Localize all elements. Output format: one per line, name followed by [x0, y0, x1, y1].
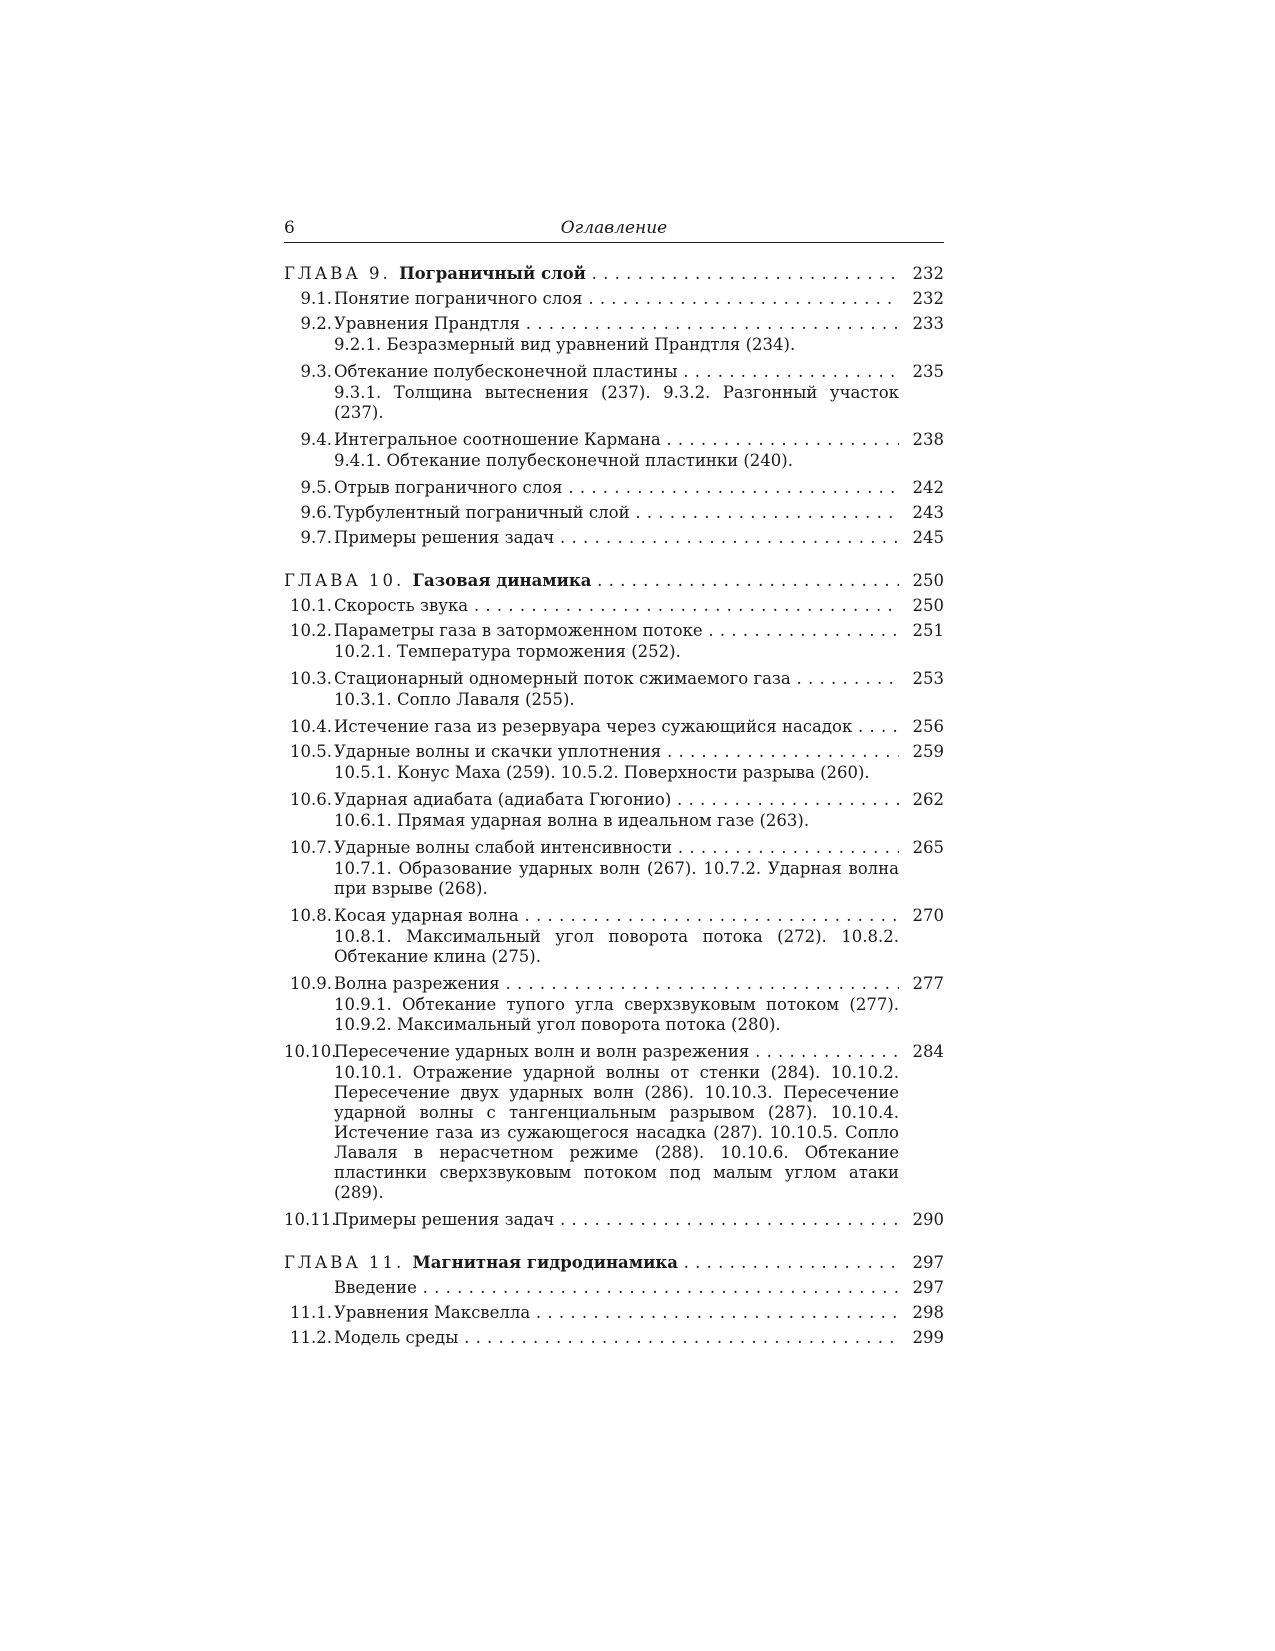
chapter-page: 250: [912, 571, 944, 590]
running-header: [284, 216, 944, 243]
section-title: Волна разрежения . . .: [334, 973, 899, 994]
section-page: 245: [912, 528, 944, 547]
section-page: 290: [912, 1210, 944, 1229]
subsection-list: 10.9.1. Обтекание тупого угла сверхзвуковым потоком (277). 10.9.2. Максимальный угол поворота потока (280).: [334, 995, 899, 1034]
section-number: 9.7.: [300, 528, 332, 547]
page-number: 6: [284, 218, 295, 238]
section-page: 270: [912, 906, 944, 925]
section-entry[interactable]: [284, 620, 944, 641]
chapter-block: [284, 1252, 944, 1348]
section-number: 10.11.: [284, 1210, 337, 1229]
chapter-entry[interactable]: [284, 570, 944, 591]
section-title: Ударные волны и скачки уплотнения . . .: [334, 741, 899, 762]
section-entry[interactable]: [284, 502, 944, 523]
section-number: 10.5.: [290, 742, 332, 761]
running-title: Оглавление: [560, 218, 668, 238]
section-page: 297: [912, 1278, 944, 1297]
section-number: 10.3.: [290, 669, 332, 688]
chapter-title: Пограничный слой: [399, 264, 586, 283]
section-entry[interactable]: [284, 741, 944, 762]
section-page: 259: [912, 742, 944, 761]
subsection-list: 10.7.1. Образование ударных волн (267). 10.7.2. Ударная волна при взрыве (268).: [334, 859, 899, 898]
subsection-list: 9.2.1. Безразмерный вид уравнений Прандтля (234).: [334, 335, 796, 354]
section-entry[interactable]: [284, 313, 944, 334]
chapter-block: [284, 570, 944, 1230]
section-title: Пересечение ударных волн и волн разрежения . . .: [334, 1041, 899, 1062]
section-entry[interactable]: [284, 1277, 944, 1298]
section-number: 9.1.: [300, 289, 332, 308]
chapter-title: Магнитная гидродинамика: [412, 1253, 678, 1272]
section-entry[interactable]: [284, 361, 944, 382]
section-title: Косая ударная волна . . .: [334, 905, 899, 926]
section-entry[interactable]: [284, 477, 944, 498]
section-entry[interactable]: [284, 429, 944, 450]
section-number: 10.4.: [290, 717, 332, 736]
subsection-list: 10.3.1. Сопло Лаваля (255).: [334, 690, 575, 709]
subsection-list: 9.4.1. Обтекание полубесконечной пластинки (240).: [334, 451, 793, 470]
section-title: Уравнения Максвелла . . .: [334, 1302, 899, 1323]
section-entry[interactable]: [284, 527, 944, 548]
section-entry[interactable]: [284, 1209, 944, 1230]
chapter-heading: [284, 570, 899, 591]
section-entry[interactable]: [284, 595, 944, 616]
section-entry[interactable]: [284, 668, 944, 689]
section-title: Модель среды . . .: [334, 1327, 899, 1348]
section-number: 10.1.: [290, 596, 332, 615]
section-title: Уравнения Прандтля . . .: [334, 313, 899, 334]
section-number: 9.4.: [300, 430, 332, 449]
section-page: 262: [912, 790, 944, 809]
section-page: 298: [912, 1303, 944, 1322]
chapter-page: 297: [912, 1253, 944, 1272]
subsection-list: 9.3.1. Толщина вытеснения (237). 9.3.2. Разгонный участок (237).: [334, 383, 899, 422]
subsection-list: 10.8.1. Максимальный угол поворота потока (272). 10.8.2. Обтекание клина (275).: [334, 927, 899, 966]
section-entry[interactable]: [284, 288, 944, 309]
subsection-list: 10.2.1. Температура торможения (252).: [334, 642, 681, 661]
subsection-list: 10.5.1. Конус Маха (259). 10.5.2. Поверхности разрыва (260).: [334, 763, 870, 782]
section-entry[interactable]: [284, 973, 944, 994]
section-title: Интегральное соотношение Кармана . . .: [334, 429, 899, 450]
section-number: 9.2.: [300, 314, 332, 333]
section-page: 238: [912, 430, 944, 449]
section-title: Введение . . .: [334, 1277, 899, 1298]
section-page: 232: [912, 289, 944, 308]
chapter-label: ГЛАВА 9.: [284, 264, 391, 283]
toc-page: [284, 216, 944, 1352]
section-title: Турбулентный пограничный слой . . .: [334, 502, 899, 523]
section-number: 9.5.: [300, 478, 332, 497]
table-of-contents: [284, 263, 944, 1348]
section-title: Понятие пограничного слоя . . .: [334, 288, 899, 309]
section-page: 235: [912, 362, 944, 381]
chapter-title: Газовая динамика: [412, 571, 592, 590]
section-entry[interactable]: [284, 716, 944, 737]
section-page: 233: [912, 314, 944, 333]
section-title: Примеры решения задач . . .: [334, 527, 899, 548]
section-page: 253: [912, 669, 944, 688]
section-title: Ударная адиабата (адиабата Гюгонио) . . .: [334, 789, 899, 810]
section-entry[interactable]: [284, 1302, 944, 1323]
chapter-heading: [284, 263, 899, 284]
section-title: Ударные волны слабой интенсивности . . .: [334, 837, 899, 858]
section-title: Параметры газа в заторможенном потоке . . .: [334, 620, 899, 641]
subsection-list: 10.10.1. Отражение ударной волны от стенки (284). 10.10.2. Пересечение двух ударных волн (286). 10.10.3. Пересечение ударной волны с тангенциальным разрывом (287). 10.10.4. Истечение газа из сужающегося насадка (287). 10.10.5. Сопло Лаваля в нерасчетном режиме (288). 10.10.6. Обтекание пластинки сверхзвуковым потоком под малым углом атаки (289).: [334, 1063, 899, 1202]
chapter-heading: [284, 1252, 899, 1273]
chapter-entry[interactable]: [284, 1252, 944, 1273]
section-title: Обтекание полубесконечной пластины . . .: [334, 361, 899, 382]
section-entry[interactable]: [284, 905, 944, 926]
section-page: 284: [912, 1042, 944, 1061]
section-number: 11.2.: [290, 1328, 332, 1347]
section-title: Отрыв пограничного слоя . . .: [334, 477, 899, 498]
section-title: Истечение газа из резервуара через сужающийся насадок . . .: [334, 716, 899, 737]
section-number: 11.1.: [290, 1303, 332, 1322]
section-number: 10.2.: [290, 621, 332, 640]
section-number: 10.6.: [290, 790, 332, 809]
section-number: 10.10.: [284, 1042, 337, 1061]
section-page: 251: [912, 621, 944, 640]
section-number: 10.8.: [290, 906, 332, 925]
chapter-label: ГЛАВА 10.: [284, 571, 405, 590]
section-number: 9.3.: [300, 362, 332, 381]
section-page: 256: [912, 717, 944, 736]
section-number: 10.9.: [290, 974, 332, 993]
subsection-list: 10.6.1. Прямая ударная волна в идеальном газе (263).: [334, 811, 810, 830]
section-title: Примеры решения задач . . .: [334, 1209, 899, 1230]
section-title: Стационарный одномерный поток сжимаемого газа . . .: [334, 668, 899, 689]
section-page: 265: [912, 838, 944, 857]
chapter-page: 232: [912, 264, 944, 283]
section-page: 242: [912, 478, 944, 497]
section-page: 243: [912, 503, 944, 522]
chapter-block: [284, 263, 944, 548]
section-page: 299: [912, 1328, 944, 1347]
section-entry[interactable]: [284, 789, 944, 810]
section-entry[interactable]: [284, 837, 944, 858]
chapter-entry[interactable]: [284, 263, 944, 284]
section-page: 277: [912, 974, 944, 993]
section-entry[interactable]: [284, 1041, 944, 1062]
section-number: 10.7.: [290, 838, 332, 857]
section-page: 250: [912, 596, 944, 615]
section-entry[interactable]: [284, 1327, 944, 1348]
chapter-label: ГЛАВА 11.: [284, 1253, 405, 1272]
section-number: 9.6.: [300, 503, 332, 522]
section-title: Скорость звука . . .: [334, 595, 899, 616]
